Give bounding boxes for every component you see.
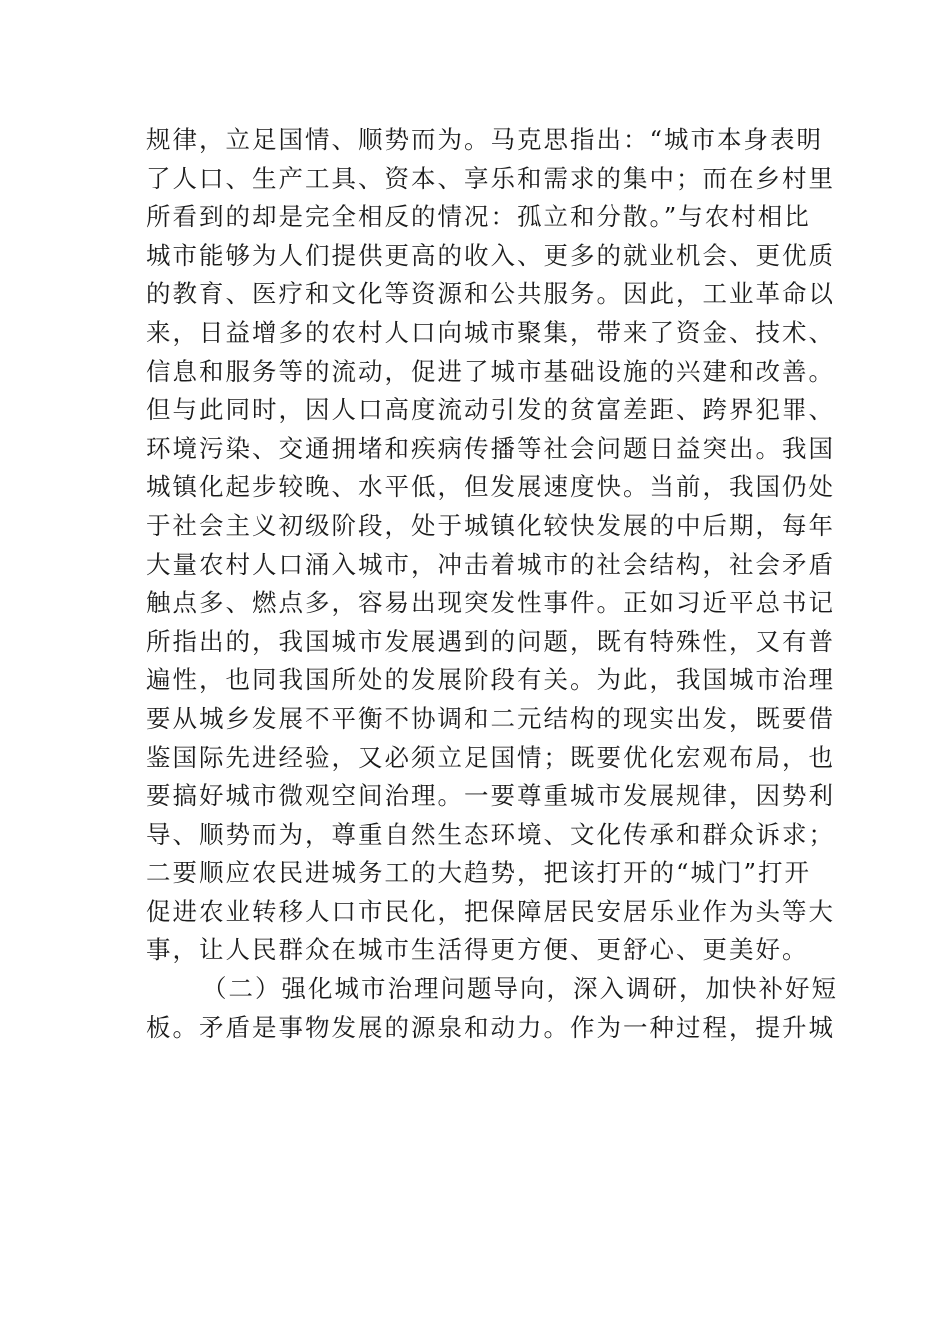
section-heading-line: （二）强化城市治理问题导向，深入调研，加快补好短 bbox=[202, 974, 838, 1004]
text-line: 信息和服务等的流动，促进了城市基础设施的兴建和改善。 bbox=[146, 356, 835, 386]
text-line: 要搞好城市微观空间治理。一要尊重城市发展规律，因势利 bbox=[146, 781, 835, 811]
text-line: 板。矛盾是事物发展的源泉和动力。作为一种过程，提升城 bbox=[146, 1012, 835, 1042]
text-line: 所指出的，我国城市发展遇到的问题，既有特殊性，又有普 bbox=[146, 626, 835, 656]
text-line: 城市能够为人们提供更高的收入、更多的就业机会、更优质 bbox=[146, 240, 835, 270]
text-line: 触点多、燃点多，容易出现突发性事件。正如习近平总书记 bbox=[146, 588, 835, 618]
text-line: 二要顺应农民进城务工的大趋势，把该打开的“城门”打开 bbox=[146, 858, 812, 888]
body-text bbox=[146, 121, 838, 1047]
text-line: 的教育、医疗和文化等资源和公共服务。因此，工业革命以 bbox=[146, 279, 835, 309]
text-line: 导、顺势而为，尊重自然生态环境、文化传承和群众诉求； bbox=[146, 819, 835, 849]
text-line: 环境污染、交通拥堵和疾病传播等社会问题日益突出。我国 bbox=[146, 433, 835, 463]
text-line: 来，日益增多的农村人口向城市聚集，带来了资金、技术、 bbox=[146, 317, 835, 347]
text-line: 促进农业转移人口市民化，把保障居民安居乐业作为头等大 bbox=[146, 896, 835, 926]
text-line: 鉴国际先进经验，又必须立足国情；既要优化宏观布局，也 bbox=[146, 742, 835, 772]
text-line: 但与此同时，因人口高度流动引发的贫富差距、跨界犯罪、 bbox=[146, 395, 835, 425]
text-line: 事，让人民群众在城市生活得更方便、更舒心、更美好。 bbox=[146, 935, 809, 965]
text-line: 所看到的却是完全相反的情况：孤立和分散。”与农村相比 bbox=[146, 202, 811, 232]
text-line: 遍性，也同我国所处的发展阶段有关。为此，我国城市治理 bbox=[146, 665, 835, 695]
text-line: 规律，立足国情、顺势而为。马克思指出：“城市本身表明 bbox=[146, 125, 824, 154]
text-line: 要从城乡发展不平衡不协调和二元结构的现实出发，既要借 bbox=[146, 703, 835, 733]
text-line: 城镇化起步较晚、水平低，但发展速度快。当前，我国仍处 bbox=[146, 472, 835, 502]
text-line: 了人口、生产工具、资本、享乐和需求的集中；而在乡村里 bbox=[146, 163, 835, 193]
text-line: 于社会主义初级阶段，处于城镇化较快发展的中后期，每年 bbox=[146, 510, 835, 540]
text-line: 大量农村人口涌入城市，冲击着城市的社会结构，社会矛盾 bbox=[146, 549, 835, 579]
